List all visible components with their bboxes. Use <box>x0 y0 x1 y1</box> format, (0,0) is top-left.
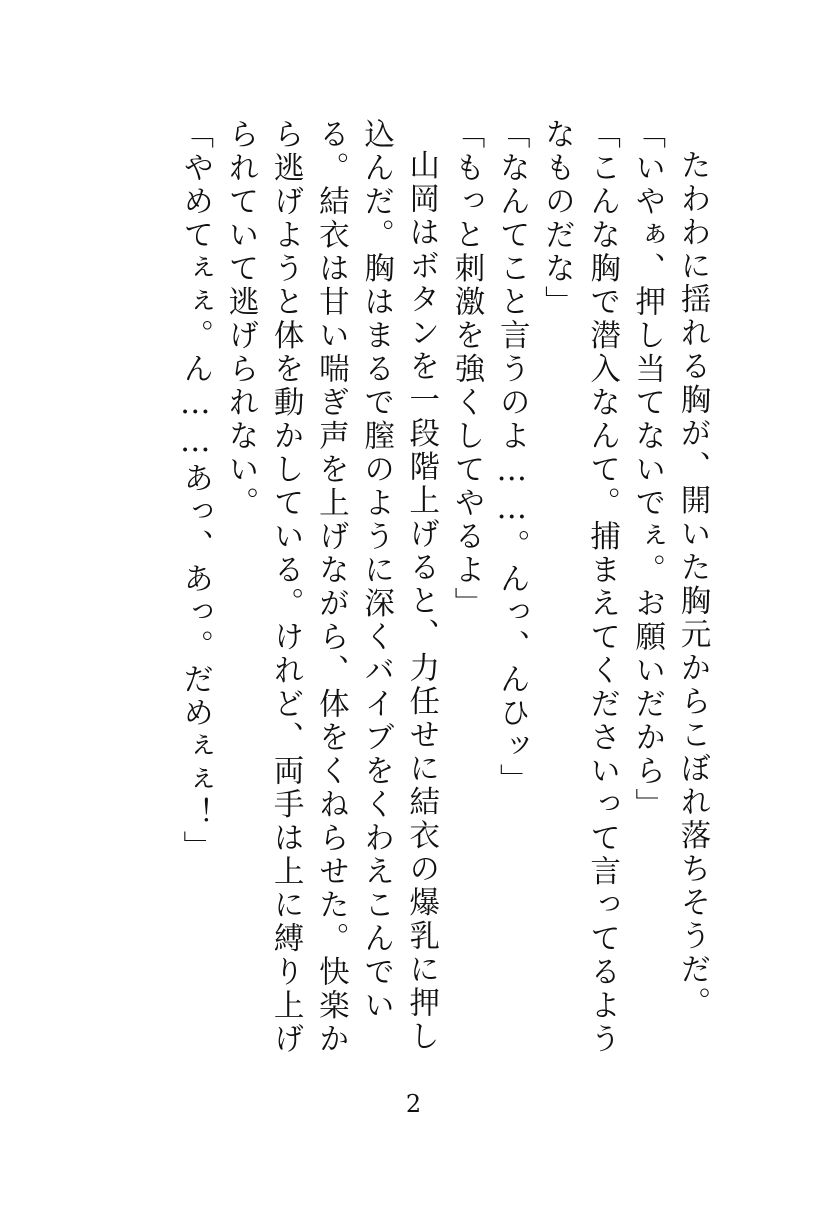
paragraph-1: たわわに揺れる胸が、開いた胸元からこぼれ落ちそうだ。 <box>675 148 710 1020</box>
paragraph-4: 「なんてこと言うのよ……。んっ、んひッ」 <box>494 118 530 797</box>
paragraph-5: 「もっと刺激を強くしてやるよ」 <box>448 118 484 621</box>
paragraph-2: 「いやぁ、押し当てないでぇ。お願いだから」 <box>629 118 665 822</box>
paragraph-6: 山岡はボタンを一段階上げると、力任せに結衣の爆乳に押し込んだ。胸はまるで膣のように深くバイブをくわえこんでいる。結衣は甘い喘ぎ声を上げながら、体をくねらせた。快楽から逃げようと体を動かしている。けれど、両手は上に縛り上げられていて逃げられない。 <box>222 118 439 1056</box>
vertical-text-body <box>115 118 715 1078</box>
paragraph-3: 「こんな胸で潜入なんて。捕まえてくださいって言ってるようなものだな」 <box>539 118 620 1056</box>
paragraph-7: 「やめてぇぇ。ん……あっ、あっ。だめぇぇ！」 <box>177 118 213 864</box>
page-number: 2 <box>405 1090 422 1118</box>
